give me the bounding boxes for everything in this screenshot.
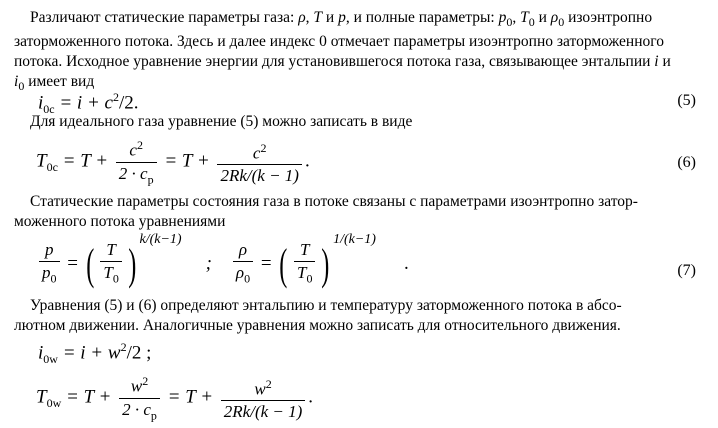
paragraph-relative-motion bbox=[14, 296, 710, 336]
numerator: w bbox=[254, 379, 266, 399]
denominator: 2Rk/(k − 1) bbox=[220, 166, 299, 186]
exponent: 1/(k−1) bbox=[333, 232, 376, 247]
symbol-p: p bbox=[338, 9, 346, 26]
denominator: 2 · c bbox=[118, 163, 148, 183]
eq-lhs: T bbox=[36, 150, 47, 172]
subscript: 0w bbox=[43, 352, 58, 367]
denominator: ρ bbox=[235, 263, 245, 283]
paragraph-static-params bbox=[14, 192, 710, 232]
denominator: T bbox=[103, 263, 113, 283]
symbol-i: i bbox=[654, 53, 659, 71]
paren-close: ) bbox=[128, 239, 137, 289]
text: и bbox=[322, 9, 339, 26]
paragraph-ideal-gas bbox=[14, 112, 710, 132]
paragraph-intro bbox=[14, 8, 710, 96]
eq-tail: . bbox=[308, 386, 314, 408]
fraction bbox=[294, 239, 315, 289]
superscript: 2 bbox=[265, 376, 272, 391]
eq-tail: /2 ; bbox=[126, 342, 152, 364]
subscript: p bbox=[150, 408, 157, 423]
symbol-T0: T bbox=[520, 9, 529, 26]
subscript: 0c bbox=[46, 160, 58, 175]
separator: ; bbox=[205, 253, 212, 274]
denominator: 2Rk/(k − 1) bbox=[223, 402, 303, 422]
subscript: p bbox=[147, 172, 154, 187]
eq-part: = T + bbox=[57, 150, 113, 172]
numerator: ρ bbox=[238, 240, 248, 260]
symbol-T: T bbox=[313, 9, 323, 26]
text: , bbox=[305, 9, 314, 26]
text: , и полные параметры: bbox=[345, 9, 499, 26]
eq-lhs: T bbox=[36, 386, 47, 408]
eq-lhs: i bbox=[38, 342, 44, 364]
denominator: p bbox=[42, 263, 51, 283]
equation-8 bbox=[38, 340, 151, 367]
paren-open: ( bbox=[86, 239, 95, 289]
subscript: 0w bbox=[46, 396, 62, 411]
superscript: 2 bbox=[142, 374, 149, 388]
equation-7 bbox=[36, 232, 409, 290]
eq-lhs: i bbox=[38, 92, 44, 114]
numerator: T bbox=[299, 240, 310, 260]
equation-6 bbox=[36, 134, 310, 190]
eq-tail: . bbox=[403, 253, 409, 274]
eq-rhs: = i + w bbox=[57, 342, 121, 364]
superscript: 2 bbox=[136, 138, 143, 152]
text-line: Статические параметры состояния газа в потоке связаны с параметрами изоэнтропно затор- bbox=[30, 193, 638, 210]
eq-part: = bbox=[256, 253, 277, 274]
equation-number-5: (5) bbox=[677, 92, 696, 109]
paren-open: ( bbox=[279, 239, 288, 289]
subscript: 0c bbox=[43, 102, 55, 117]
eq-part: = T + bbox=[162, 386, 218, 408]
text-line: моженного потока уравнениями bbox=[14, 213, 226, 230]
subscript: 0 bbox=[506, 15, 513, 30]
symbol-rho0: ρ bbox=[550, 9, 559, 26]
text-line: заторможенного потока. Здесь и далее индекс 0 отмечает параметры изоэнтропно заторможенного bbox=[14, 33, 664, 51]
text: имеет вид bbox=[24, 73, 95, 91]
text: изоэнтропно bbox=[564, 9, 653, 26]
subscript: 0 bbox=[50, 271, 57, 286]
fraction bbox=[119, 370, 160, 426]
subscript: 0 bbox=[306, 271, 313, 286]
symbol-i0: i bbox=[14, 73, 19, 91]
numerator: w bbox=[130, 376, 143, 396]
eq-part: = T + bbox=[61, 386, 117, 408]
superscript: 2 bbox=[112, 90, 119, 104]
equation-9 bbox=[36, 370, 313, 426]
subscript: 0 bbox=[528, 15, 535, 30]
exponent: k/(k−1) bbox=[139, 232, 182, 247]
eq-tail: . bbox=[304, 150, 310, 172]
fraction bbox=[221, 373, 306, 424]
fraction bbox=[233, 239, 253, 289]
text: и bbox=[534, 9, 551, 26]
denominator: T bbox=[296, 263, 307, 283]
symbol-p0: p bbox=[498, 9, 507, 26]
paren-close: ) bbox=[321, 239, 330, 289]
subscript: 0 bbox=[112, 271, 119, 286]
denominator: 2 · c bbox=[122, 399, 151, 419]
equation-number-6: (6) bbox=[677, 154, 696, 171]
symbol-rho: ρ bbox=[298, 9, 306, 26]
superscript: 2 bbox=[120, 340, 127, 354]
numerator: p bbox=[45, 240, 54, 260]
text: потока. Исходное уравнение энергии для установившегося потока газа, связывающее энтальпии bbox=[14, 53, 655, 71]
subscript: 0 bbox=[18, 79, 25, 94]
fraction bbox=[39, 239, 60, 289]
text: , bbox=[512, 9, 521, 26]
numerator: c bbox=[129, 140, 137, 160]
subscript: 0 bbox=[244, 271, 251, 286]
subscript: 0 bbox=[558, 15, 565, 30]
numerator: T bbox=[106, 240, 116, 260]
text-line: Для идеального газа уравнение (5) можно записать в виде bbox=[30, 113, 413, 130]
text-line: Уравнения (5) и (6) определяют энтальпию и температуру заторможенного потока в абсо- bbox=[30, 297, 622, 314]
eq-rhs: = i + c bbox=[54, 92, 113, 114]
text: Различают статические параметры газа: bbox=[30, 9, 299, 26]
eq-part: = bbox=[62, 253, 83, 274]
numerator: c bbox=[252, 143, 261, 163]
equation-number-7: (7) bbox=[677, 262, 696, 279]
text: и bbox=[658, 53, 671, 71]
eq-part: = T + bbox=[159, 150, 215, 172]
fraction bbox=[100, 239, 121, 289]
fraction bbox=[116, 134, 157, 190]
eq-tail: /2. bbox=[118, 92, 139, 114]
text-line: лютном движении. Аналогичные уравнения можно записать для относительного движения. bbox=[14, 317, 621, 334]
superscript: 2 bbox=[260, 140, 267, 155]
fraction bbox=[217, 137, 302, 188]
